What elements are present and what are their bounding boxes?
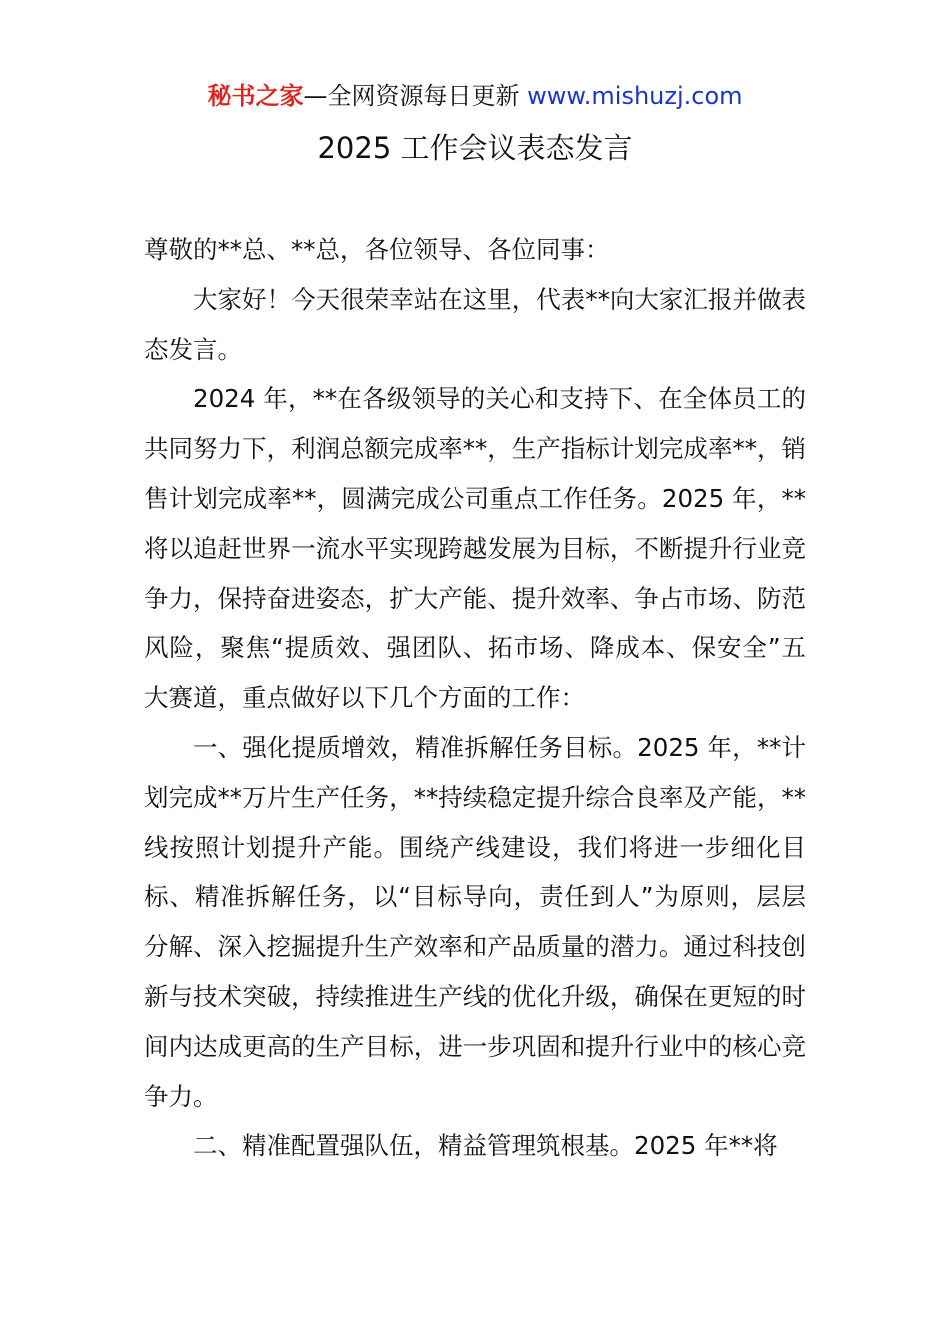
paragraph-greeting: 大家好！今天很荣幸站在这里，代表**向大家汇报并做表态发言。 — [144, 284, 806, 364]
paragraph-section-one: 一、强化提质增效，精准拆解任务目标。2025 年，**计划完成**万片生产任务，**持续稳定提升综合良率及产能，**线按照计划提升产能。围绕产线建设，我们将进一步细化目标、精准拆解任务，以“目标导向，责任到人”为原则，层层分解、深入挖掘提升生产效率和产品质量的潜力。通过科技创新与技术突破，持续推进生产线的优化升级，确保在更短的时间内达成更高的生产目标，进一步巩固和提升行业中的核心竞争力。 — [144, 732, 806, 1111]
banner-slogan: —全网资源每日更新 — [303, 82, 528, 110]
site-banner — [0, 80, 950, 112]
document-body — [144, 225, 806, 1171]
document-title: 2025 工作会议表态发言 — [317, 131, 633, 165]
salutation: 尊敬的**总、**总，各位领导、各位同事： — [144, 235, 610, 264]
paragraph-review: 2024 年，**在各级领导的关心和支持下、在全体员工的共同努力下，利润总额完成率**，生产指标计划完成率**，销售计划完成率**，圆满完成公司重点工作任务。2025 年，**将以追赶世界一流水平实现跨越发展为目标，不断提升行业竞争力，保持奋进姿态，扩大产能、提升效率、争占市场、防范风险，聚焦“提质效、强团队、拓市场、降成本、保安全”五大赛道，重点做好以下几个方面的工作： — [144, 384, 806, 713]
brand-name: 秘书之家 — [207, 82, 304, 110]
site-url-link[interactable]: www.mishuzj.com — [527, 82, 743, 110]
paragraph-section-two: 二、精准配置强队伍，精益管理筑根基。2025 年**将 — [193, 1131, 778, 1161]
